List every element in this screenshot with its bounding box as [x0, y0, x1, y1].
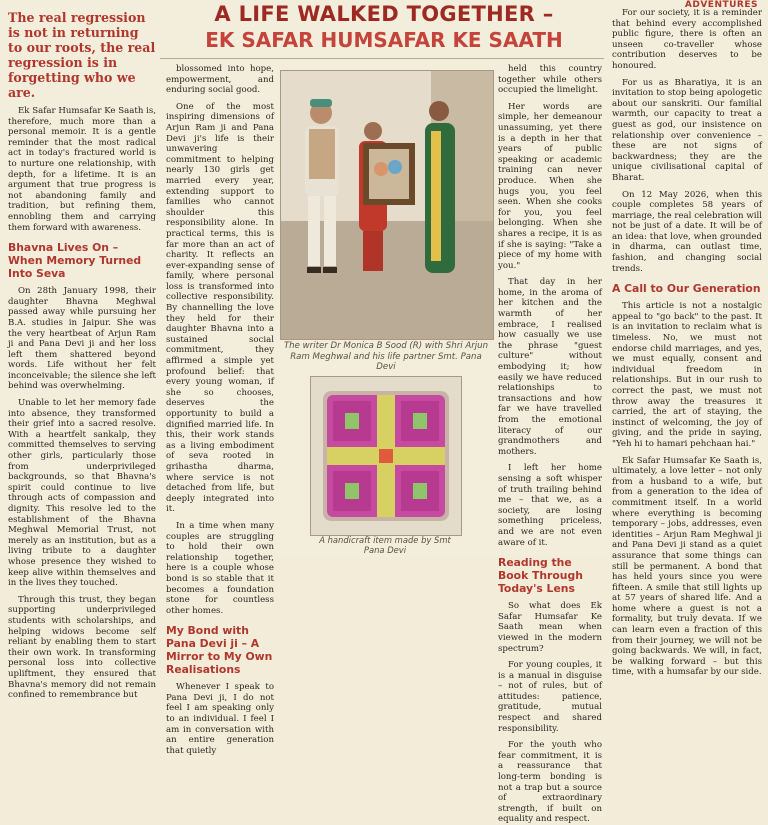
subheading-reading: Reading the Book Through Today's Lens: [498, 556, 583, 596]
paragraph: On 28th January 1998, their daughter Bhavna Meghwal passed away while pursuing her B.A. studies in Jaipur. She was the very heartbeat of Arjun Ram ji and Pana Devi ji and her loss left them shattered beyond words. Life without her felt inconceivable; the silence she left behind was overwhelming.: [8, 286, 156, 392]
paragraph: This article is not a nostalgic appeal to "go back" to the past. It is an invitation to reclaim what is timeless. No, we must not endorse child marriages, and yes, we must equally, consent and individual freedom in relationships. But in our rush to correct the past, we must not throw away the treasures it carried, the art of staying, the instinct of welcoming, the joy of giving, and the pride in saying, "Yeh hi to hamari pehchaan hai.": [612, 301, 762, 449]
paragraph: On 12 May 2026, when this couple completes 58 years of marriage, the real celebration will not be just of a date. It will be of an idea: that love, when grounded in dharma, can outlast time, fashion, and changing social trends.: [612, 189, 762, 274]
photo-caption: The writer Dr Monica B Sood (R) with Shri Arjun Ram Meghwal and his life partner Smt. Pana Devi: [283, 341, 489, 372]
subheading-call: A Call to Our Generation: [612, 282, 761, 296]
paragraph: So what does Ek Safar Humsafar Ke Saath mean when viewed in the modern spectrum?: [498, 601, 602, 654]
paragraph: Unable to let her memory fade into absence, they transformed their grief into a sacred resolve. With a heartfelt sankalp, they committed themselves to serving other girls, particularly those from underprivileged backgrounds, so that Bhavna's spirit could continue to live through acts of compassion and dignity. This resolve led to the establishment of the Bhavna Meghwal Memorial Trust, not merely as an institution, but as a living tribute to a daughter whose presence they wished to keep alive within themselves and in the lives they touched.: [8, 398, 156, 589]
paragraph: I left her home sensing a soft whisper of truth trailing behind me – that we, as a society, are losing something priceless, and we are not even aware of it.: [498, 463, 602, 548]
paragraph: That day in her home, in the aroma of her kitchen and the warmth of her embrace, I realised how casually we use the phrase "guest culture" without embodying it; how easily we have reduced relationships to transactions and how far we have travelled from the emotional literacy of our grandmothers and mothers.: [498, 277, 602, 457]
paragraph: held this country together while others occupied the limelight.: [498, 64, 602, 96]
paragraph: Ek Safar Humsafar Ke Saath is, ultimately, a love letter – not only from a husband to a wife, but from a generation to the idea of commitment itself. In a world where everything is becoming temporary – jobs, addresses, even identities – Arjun Ram Meghwal ji and Pana Devi ji stand as a quiet assurance that some things can still be permanent. A bond that has held yours since you were fifteen. A smile that still lights up at 57 years of shared life. And a home where a guest is not a formality, but truly devata. If we can learn even a fraction of this from their journey, we will not be going backwards. We will, in fact, be walking forward – but this time, with a humsafar by our side.: [612, 455, 762, 678]
column-5: [612, 8, 762, 678]
paragraph: Ek Safar Humsafar Ke Saath is, therefore, much more than a personal memoir. It is a gentle reminder that the most radical act in today's fractured world is to nurture one relationship, with depth, for a lifetime. It is an argument that true progress is not abandoning family and tradition, but refining them, ennobling them and carrying them forward with awareness.: [8, 106, 156, 233]
handicraft-illustration: [311, 377, 461, 535]
column-2: [166, 64, 274, 756]
paragraph: Through this trust, they began supporting underprivileged students with scholarships, and helping widows become self reliant by enabling them to start their own work. In transforming personal loss into collective upliftment, they ensured that Bhavna's memory did not remain confined to remembrance but: [8, 594, 156, 701]
column-4: [498, 64, 602, 825]
paragraph: For the youth who fear commitment, it is a reassurance that long-term bonding is not a trap but a source of extraordinary strength, if built on equality and respect.: [498, 740, 602, 825]
photo-illustration: [281, 71, 493, 339]
paragraph: For young couples, it is a manual in disguise – not of rules, but of attitudes: patience, gratitude, mutual respect and shared responsibility.: [498, 660, 602, 734]
photo-caption: A handicraft item made by Smt Pana Devi: [319, 535, 451, 555]
photo-handicraft: [310, 376, 462, 536]
divider: [160, 58, 604, 59]
paragraph: blossomed into hope, empowerment, and enduring social good.: [166, 64, 274, 96]
column-1: [8, 0, 156, 701]
paragraph: Her words are simple, her demeanour unassuming, yet there is a depth in her that years of public speaking or academic training can never produce. When she hugs you, you feel seen. When she cooks for you, you feel belonging. When she shares a recipe, it is as if she is saying: "Take a piece of my home with you.": [498, 101, 602, 271]
paragraph: For our society, it is a reminder that behind every accomplished public figure, there is often an unseen co-traveller whose contribution deserves to be honoured.: [612, 8, 762, 71]
paragraph: Whenever I speak to Pana Devi ji, I do not feel I am speaking only to an individual. I feel I am in conversation with an entire generation that quietly: [166, 682, 274, 756]
pull-quote: The real regression is not in returning to our roots, the real regression is in forgetting who we are.: [8, 10, 156, 100]
article-title: A LIFE WALKED TOGETHER –: [214, 2, 554, 26]
section-label: ADVENTURES: [684, 0, 758, 10]
subheading-bond: My Bond with Pana Devi ji – A Mirror to My Own Realisations: [166, 624, 273, 677]
paragraph: One of the most inspiring dimensions of Arjun Ram ji and Pana Devi ji's life is their unwavering commitment to helping nearly 130 girls get married every year, extending support to families who cannot shoulder this responsibility alone. In practical terms, this is far more than an act of charity. It reflects an ever-expanding sense of family, where personal loss is transformed into collective responsibility. By channelling the love they held for their daughter Bhavna into a sustained social commitment, they affirmed a simple yet profound belief: that every young woman, if she so chooses, deserves the opportunity to build a dignified married life. In this, their work stands as a living embodiment of seva rooted in grihastha dharma, where service is not detached from life, but deeply integrated into it.: [166, 101, 274, 515]
paragraph: For us as Bharatiya, it is an invitation to stop being apologetic about our sanskriti. Our familial warmth, our capacity to treat a guest as god, our insistence on relationship over convenience – these are not signs of backwardness; they are the unique civilisational capital of Bharat.: [612, 77, 762, 183]
paragraph: In a time when many couples are struggling to hold their own relationship together, here is a couple whose bond is so stable that it becomes a foundation stone for countless other homes.: [166, 520, 274, 616]
photo-couple-with-writer: [280, 70, 494, 340]
article-subtitle: EK SAFAR HUMSAFAR KE SAATH: [205, 28, 563, 52]
subheading-bhavna: Bhavna Lives On – When Memory Turned Into Seva: [8, 241, 142, 281]
